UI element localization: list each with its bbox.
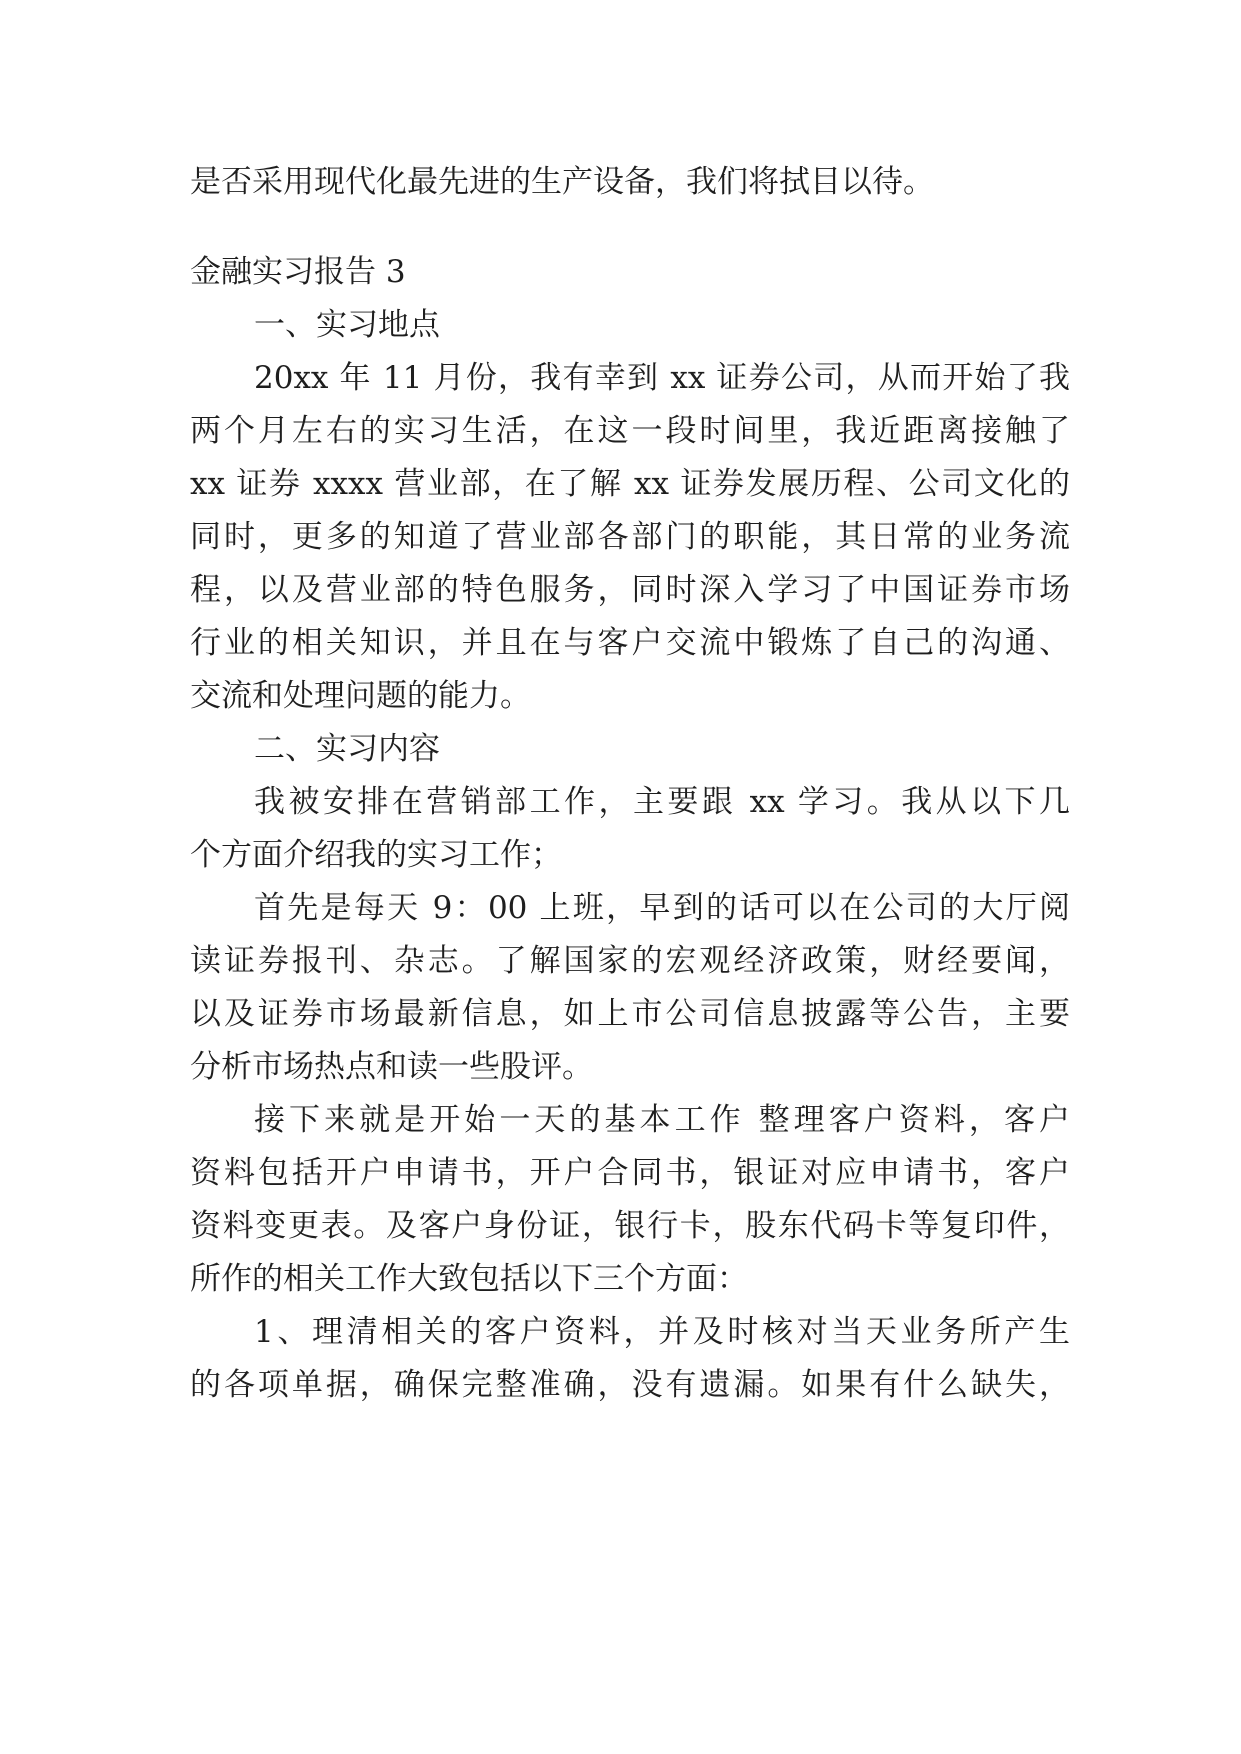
text-line: 首先是每天 9：00 上班，早到的话可以在公司的大厅阅 [254,890,1070,926]
text-line: 个方面介绍我的实习工作； [190,837,562,873]
text-line: 读证券报刊、杂志。了解国家的宏观经济政策，财经要闻， [190,943,1070,979]
heading-internship-content: 二、实习内容 [254,731,440,767]
text-line: 所作的相关工作大致包括以下三个方面： [190,1261,748,1297]
text-line: 分析市场热点和读一些股评。 [190,1049,593,1085]
text-line: 行业的相关知识，并且在与客户交流中锻炼了自己的沟通、 [190,625,1070,661]
text-line: 程，以及营业部的特色服务，同时深入学习了中国证券市场 [190,572,1070,608]
text-line: 20xx 年 11 月份，我有幸到 xx 证券公司，从而开始了我 [254,360,1070,396]
text-line: 资料包括开户申请书，开户合同书，银证对应申请书，客户 [190,1155,1070,1191]
text-line: 1、理清相关的客户资料，并及时核对当天业务所产生 [254,1314,1070,1350]
heading-internship-location: 一、实习地点 [254,307,440,343]
text-line: 同时，更多的知道了营业部各部门的职能，其日常的业务流 [190,519,1070,555]
text-line: 资料变更表。及客户身份证，银行卡，股东代码卡等复印件， [190,1208,1070,1244]
text-line: 我被安排在营销部工作，主要跟 xx 学习。我从以下几 [254,784,1070,820]
text-line: xx 证券 xxxx 营业部，在了解 xx 证券发展历程、公司文化的 [190,466,1070,502]
text-line: 的各项单据，确保完整准确，没有遗漏。如果有什么缺失， [190,1367,1070,1403]
text-line: 接下来就是开始一天的基本工作 整理客户资料，客户 [254,1102,1070,1138]
text-line: 交流和处理问题的能力。 [190,678,531,714]
text-line: 是否采用现代化最先进的生产设备，我们将拭目以待。 [190,164,934,200]
section-title: 金融实习报告 3 [190,254,406,290]
text-line: 两个月左右的实习生活，在这一段时间里，我近距离接触了 [190,413,1070,449]
text-line: 以及证券市场最新信息，如上市公司信息披露等公告，主要 [190,996,1070,1032]
